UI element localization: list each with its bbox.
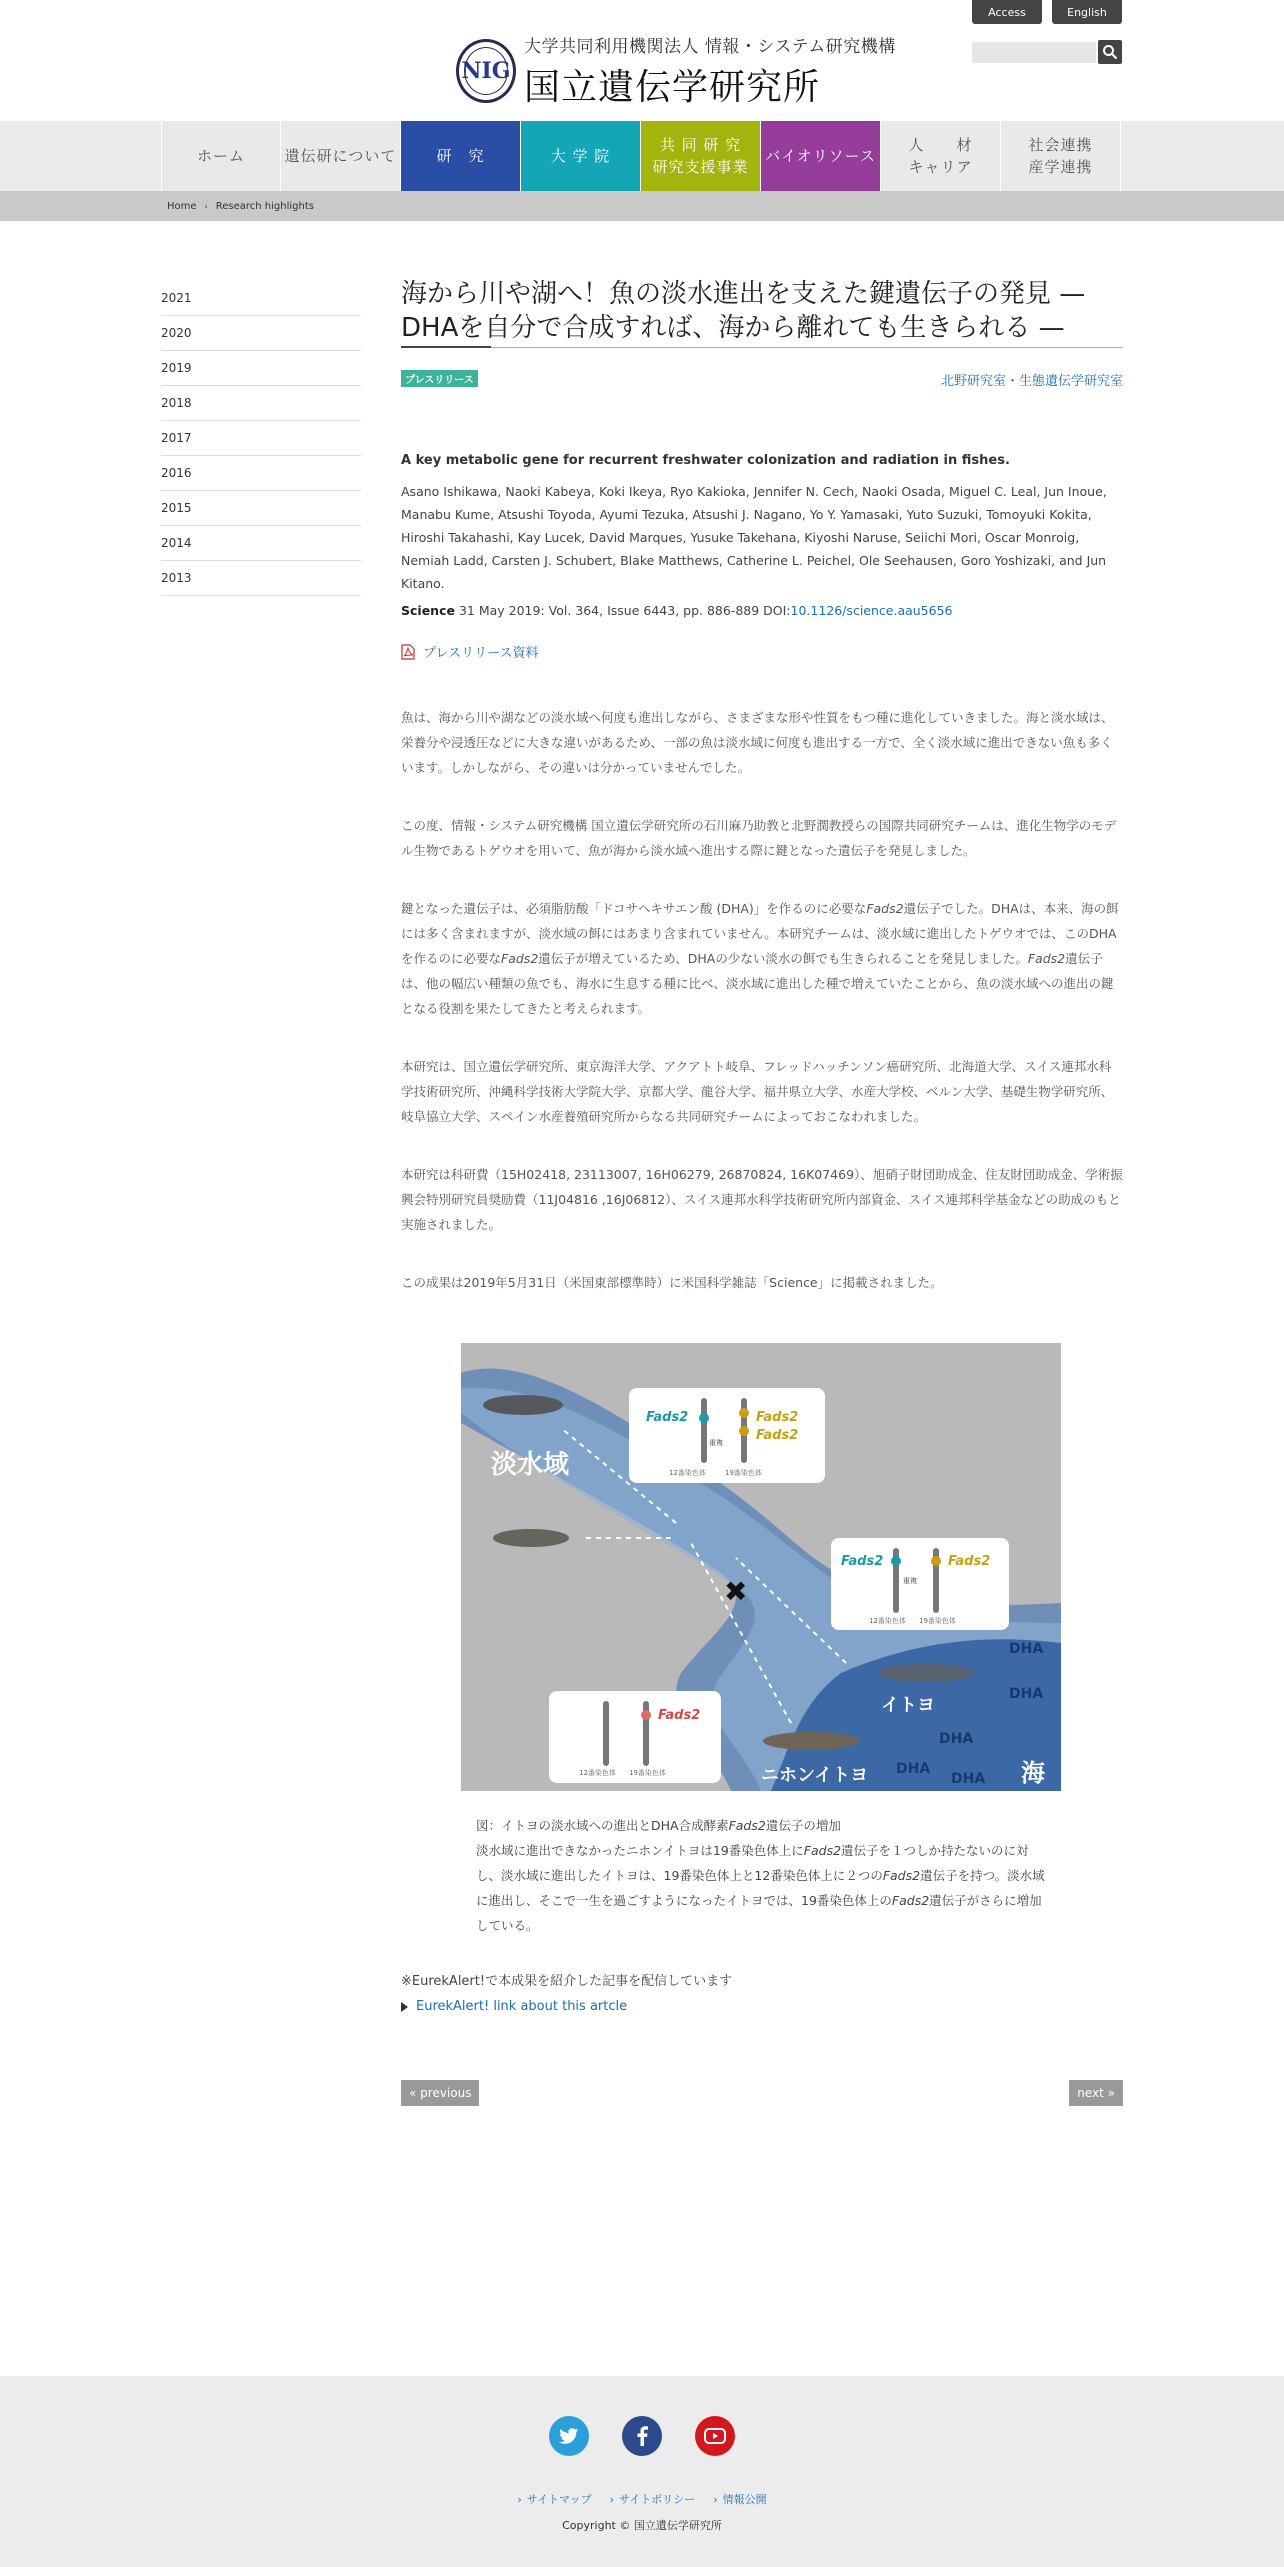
nav-home[interactable]: ホーム [161,121,281,191]
site-footer [0,2376,1284,2567]
twitter-icon [559,2427,579,2445]
article [401,277,1123,2106]
year-link[interactable]: 2021 [161,281,361,316]
search-input[interactable] [972,42,1096,63]
year-sidebar [161,281,361,596]
year-link[interactable]: 2018 [161,386,361,421]
author-list: Asano Ishikawa, Naoki Kabeya, Koki Ikeya, Ryo Kakioka, Jennifer N. Cech, Naoki Osada, Miguel C. Leal, Jun Inoue, Manabu Kume, Atsushi Toyoda, Ayumi Tezuka, Atsushi J. Nagano, Yo Y. Yamasaki, Yuto Suzuki, Tomoyuki Kokita, Hiroshi Takahashi, Kay Lucek, David Marques, Yusuke Takehana, Kiyoshi Naruse, Seiichi Mori, Oscar Monroig, Nemiah Ladd, Carsten J. Schubert, Blake Matthews, Catherine L. Peichel, Ole Seehausen, Goro Yoshizaki, and Jun Kitano. [401,484,1107,591]
breadcrumb-home[interactable]: Home [167,200,197,212]
breadcrumb-bar [0,191,1284,221]
copyright: Copyright © 国立遺伝学研究所 [562,2519,722,2532]
svg-text:重複: 重複 [709,1439,723,1447]
svg-text:Fads2: Fads2 [646,1410,689,1425]
facebook-icon [636,2426,648,2446]
paragraph: 本研究は、国立遺伝学研究所、東京海洋大学、アクアトト岐阜、フレッドハッチンソン癌研究所、北海道大学、スイス連邦水科学技術研究所、沖縄科学技術大学院大学、京都大学、龍谷大学、福井県立大学、水産大学校、ベルン大学、基礎生物学研究所、岐阜協立大学、スペイン水産養殖研究所からなる共同研究チームによっておこなわれました。 [401,1059,1114,1124]
article-title: 海から川や湖へ！魚の淡水進出を支えた鍵遺伝子の発見 — DHAを自分で合成すれば、海から離れても生きられる — [401,277,1123,348]
svg-text:12番染色体: 12番染色体 [869,1617,906,1625]
paragraph: この成果は2019年5月31日（米国東部標準時）に米国科学雑誌「Science」に掲載されました。 [401,1275,943,1290]
year-link[interactable]: 2015 [161,491,361,526]
svg-text:Fads2: Fads2 [756,1428,799,1443]
year-link[interactable]: 2013 [161,561,361,596]
paragraph: 鍵となった遺伝子は、必須脂肪酸「ドコサヘキサエン酸 (DHA)」を作るのに必要なFads2遺伝子でした。DHAは、本来、海の餌には多く含まれますが、淡水域の餌にはあまり含まれていません。本研究チームは、淡水域に進出したトゲウオでは、このDHAを作るのに必要なFads2遺伝子が増えているため、DHAの少ない淡水の餌でも生きられることを発見しました。Fads2遺伝子は、他の幅広い種類の魚でも、海水に生息する種に比べ、淡水域に進出した種で増えていたことから、魚の淡水域への進出の鍵となる役割を果たしてきたと考えられます。 [401,901,1119,1016]
year-link[interactable]: 2019 [161,351,361,386]
search-button[interactable] [1098,40,1122,64]
svg-text:12番染色体: 12番染色体 [579,1769,616,1777]
english-title: A key metabolic gene for recurrent freshwater colonization and radiation in fishes. [401,453,1010,468]
site-logo[interactable] [456,32,896,110]
youtube-button[interactable] [695,2416,735,2456]
lab-links: 北野研究室・生態遺伝学研究室 [940,374,1123,389]
press-release-pdf [401,642,1123,661]
citation: Science 31 May 2019: Vol. 364, Issue 6443, pp. 886-889 DOI:10.1126/science.aau5656 [401,603,953,618]
english-button[interactable]: English [1052,0,1122,24]
main-nav [0,121,1284,191]
next-button[interactable]: next » [1069,2080,1123,2106]
twitter-button[interactable] [549,2416,589,2456]
site-header [0,0,1284,121]
nav-social[interactable]: 社会連携 産学連携 [1001,121,1121,191]
eurekalert-note: ※EurekAlert!で本成果を紹介した記事を配信しています [401,1974,733,1989]
svg-text:DHA: DHA [951,1771,986,1787]
nav-graduate[interactable]: 大 学 院 [521,121,641,191]
lab-link-kitano[interactable]: 北野研究室 [940,374,1006,389]
nav-career[interactable]: 人 材 キャリア [881,121,1001,191]
youtube-icon [704,2428,726,2444]
footer-link-sitemap[interactable]: サイトマップ [526,2493,592,2506]
svg-text:19番染色体: 19番染色体 [629,1769,666,1777]
doi-link[interactable]: 10.1126/science.aau5656 [790,603,953,618]
pager [401,2080,1123,2106]
facebook-button[interactable] [622,2416,662,2456]
svg-text:DHA: DHA [1009,1686,1044,1702]
footer-link-policy[interactable]: サイトポリシー [618,2493,696,2506]
figure-label-itoyo: イトヨ [881,1695,935,1716]
year-link[interactable]: 2017 [161,421,361,456]
svg-text:重複: 重複 [903,1577,917,1585]
research-figure [461,1343,1061,1791]
paragraph: この度、情報・システム研究機構 国立遺伝学研究所の石川麻乃助教と北野潤教授らの国際共同研究チームは、進化生物学のモデル生物であるトゲウオを用いて、魚が海から淡水域へ進出する際に鍵となった遺伝子を発見しました。 [401,818,1117,858]
eurekalert-row [401,1999,1123,2014]
year-link[interactable]: 2016 [161,456,361,491]
svg-text:19番染色体: 19番染色体 [919,1617,956,1625]
chevron-right-icon: › [517,2493,522,2506]
year-link[interactable]: 2020 [161,316,361,351]
press-release-badge: プレスリリース [401,370,478,387]
figure-label-sea: 海 [1021,1759,1045,1787]
logo-title: 国立遺伝学研究所 [524,67,821,108]
svg-text:Fads2: Fads2 [658,1708,701,1723]
figure-label-nihon-itoyo: ニホンイトヨ [761,1765,869,1786]
social-links [0,2416,1284,2456]
svg-text:DHA: DHA [939,1731,974,1747]
pdf-icon [401,644,415,660]
year-link[interactable]: 2014 [161,526,361,561]
nig-seal-logo: NIG [456,39,516,103]
svg-text:DHA: DHA [896,1761,931,1777]
nav-about[interactable]: 遺伝研について [281,121,401,191]
nav-collaboration[interactable]: 共 同 研 究 研究支援事業 [641,121,761,191]
previous-button[interactable]: « previous [401,2080,479,2106]
chevron-right-icon: › [609,2493,614,2506]
eurekalert-link[interactable]: EurekAlert! link about this artcle [416,1999,628,2014]
search-icon [1102,44,1118,60]
svg-text:19番染色体: 19番染色体 [725,1469,762,1477]
nav-research[interactable]: 研 究 [401,121,521,191]
paragraph: 魚は、海から川や湖などの淡水域へ何度も進出しながら、さまざまな形や性質をもつ種に進化していきました。海と淡水域は、栄養分や浸透圧などに大きな違いがあるため、一部の魚は淡水域に何度も進出する一方で、全く淡水域に進出できない魚も多くいます。しかしながら、その違いは分かっていませんでした。 [401,710,1114,775]
svg-text:✖: ✖ [724,1575,748,1608]
paragraph: 本研究は科研費（15H02418, 23113007, 16H06279, 26870824, 16K07469）、旭硝子財団助成金、住友財団助成金、学術振興会特別研究員奨励費（11J04816 ,16J06812）、スイス連邦水科学技術研究所内部資金、スイス連邦科学基金などの助成のもと実施されました。 [401,1167,1123,1232]
footer-link-disclosure[interactable]: 情報公開 [722,2493,767,2506]
lab-link-ecological-genetics[interactable]: 生態遺伝学研究室 [1018,374,1123,389]
figure-label-freshwater: 淡水域 [491,1450,570,1480]
figure-caption: 図：イトヨの淡水域への進出とDHA合成酵素Fads2遺伝子の増加 淡水域に進出できなかったニホンイトヨは19番染色体上にFads2遺伝子を１つしか持たないのに対し、淡水域に進出したイトヨは、19番染色体上と12番染色体上に２つのFads2遺伝子を持つ。淡水域に進出し、そこで一生を過ごすようになったイトヨでは、19番染色体上のFads2遺伝子がさらに増加している。 [476,1818,1045,1933]
triangle-right-icon [401,2002,408,2012]
press-release-pdf-link[interactable]: プレスリリース資料 [423,646,539,661]
svg-text:Fads2: Fads2 [756,1410,799,1425]
breadcrumb-separator-icon: › [204,201,208,211]
breadcrumb-current: Research highlights [215,200,314,212]
svg-text:12番染色体: 12番染色体 [669,1469,706,1477]
breadcrumb [161,191,1123,221]
svg-text:Fads2: Fads2 [948,1554,991,1569]
footer-links [0,2491,1284,2507]
svg-text:Fads2: Fads2 [841,1554,884,1569]
chevron-right-icon: › [713,2493,718,2506]
nav-bioresource[interactable]: バイオリソース [761,121,881,191]
logo-subtitle: 大学共同利用機関法人 情報・システム研究機構 [524,37,896,57]
access-button[interactable]: Access [972,0,1042,24]
svg-text:DHA: DHA [1009,1641,1044,1657]
